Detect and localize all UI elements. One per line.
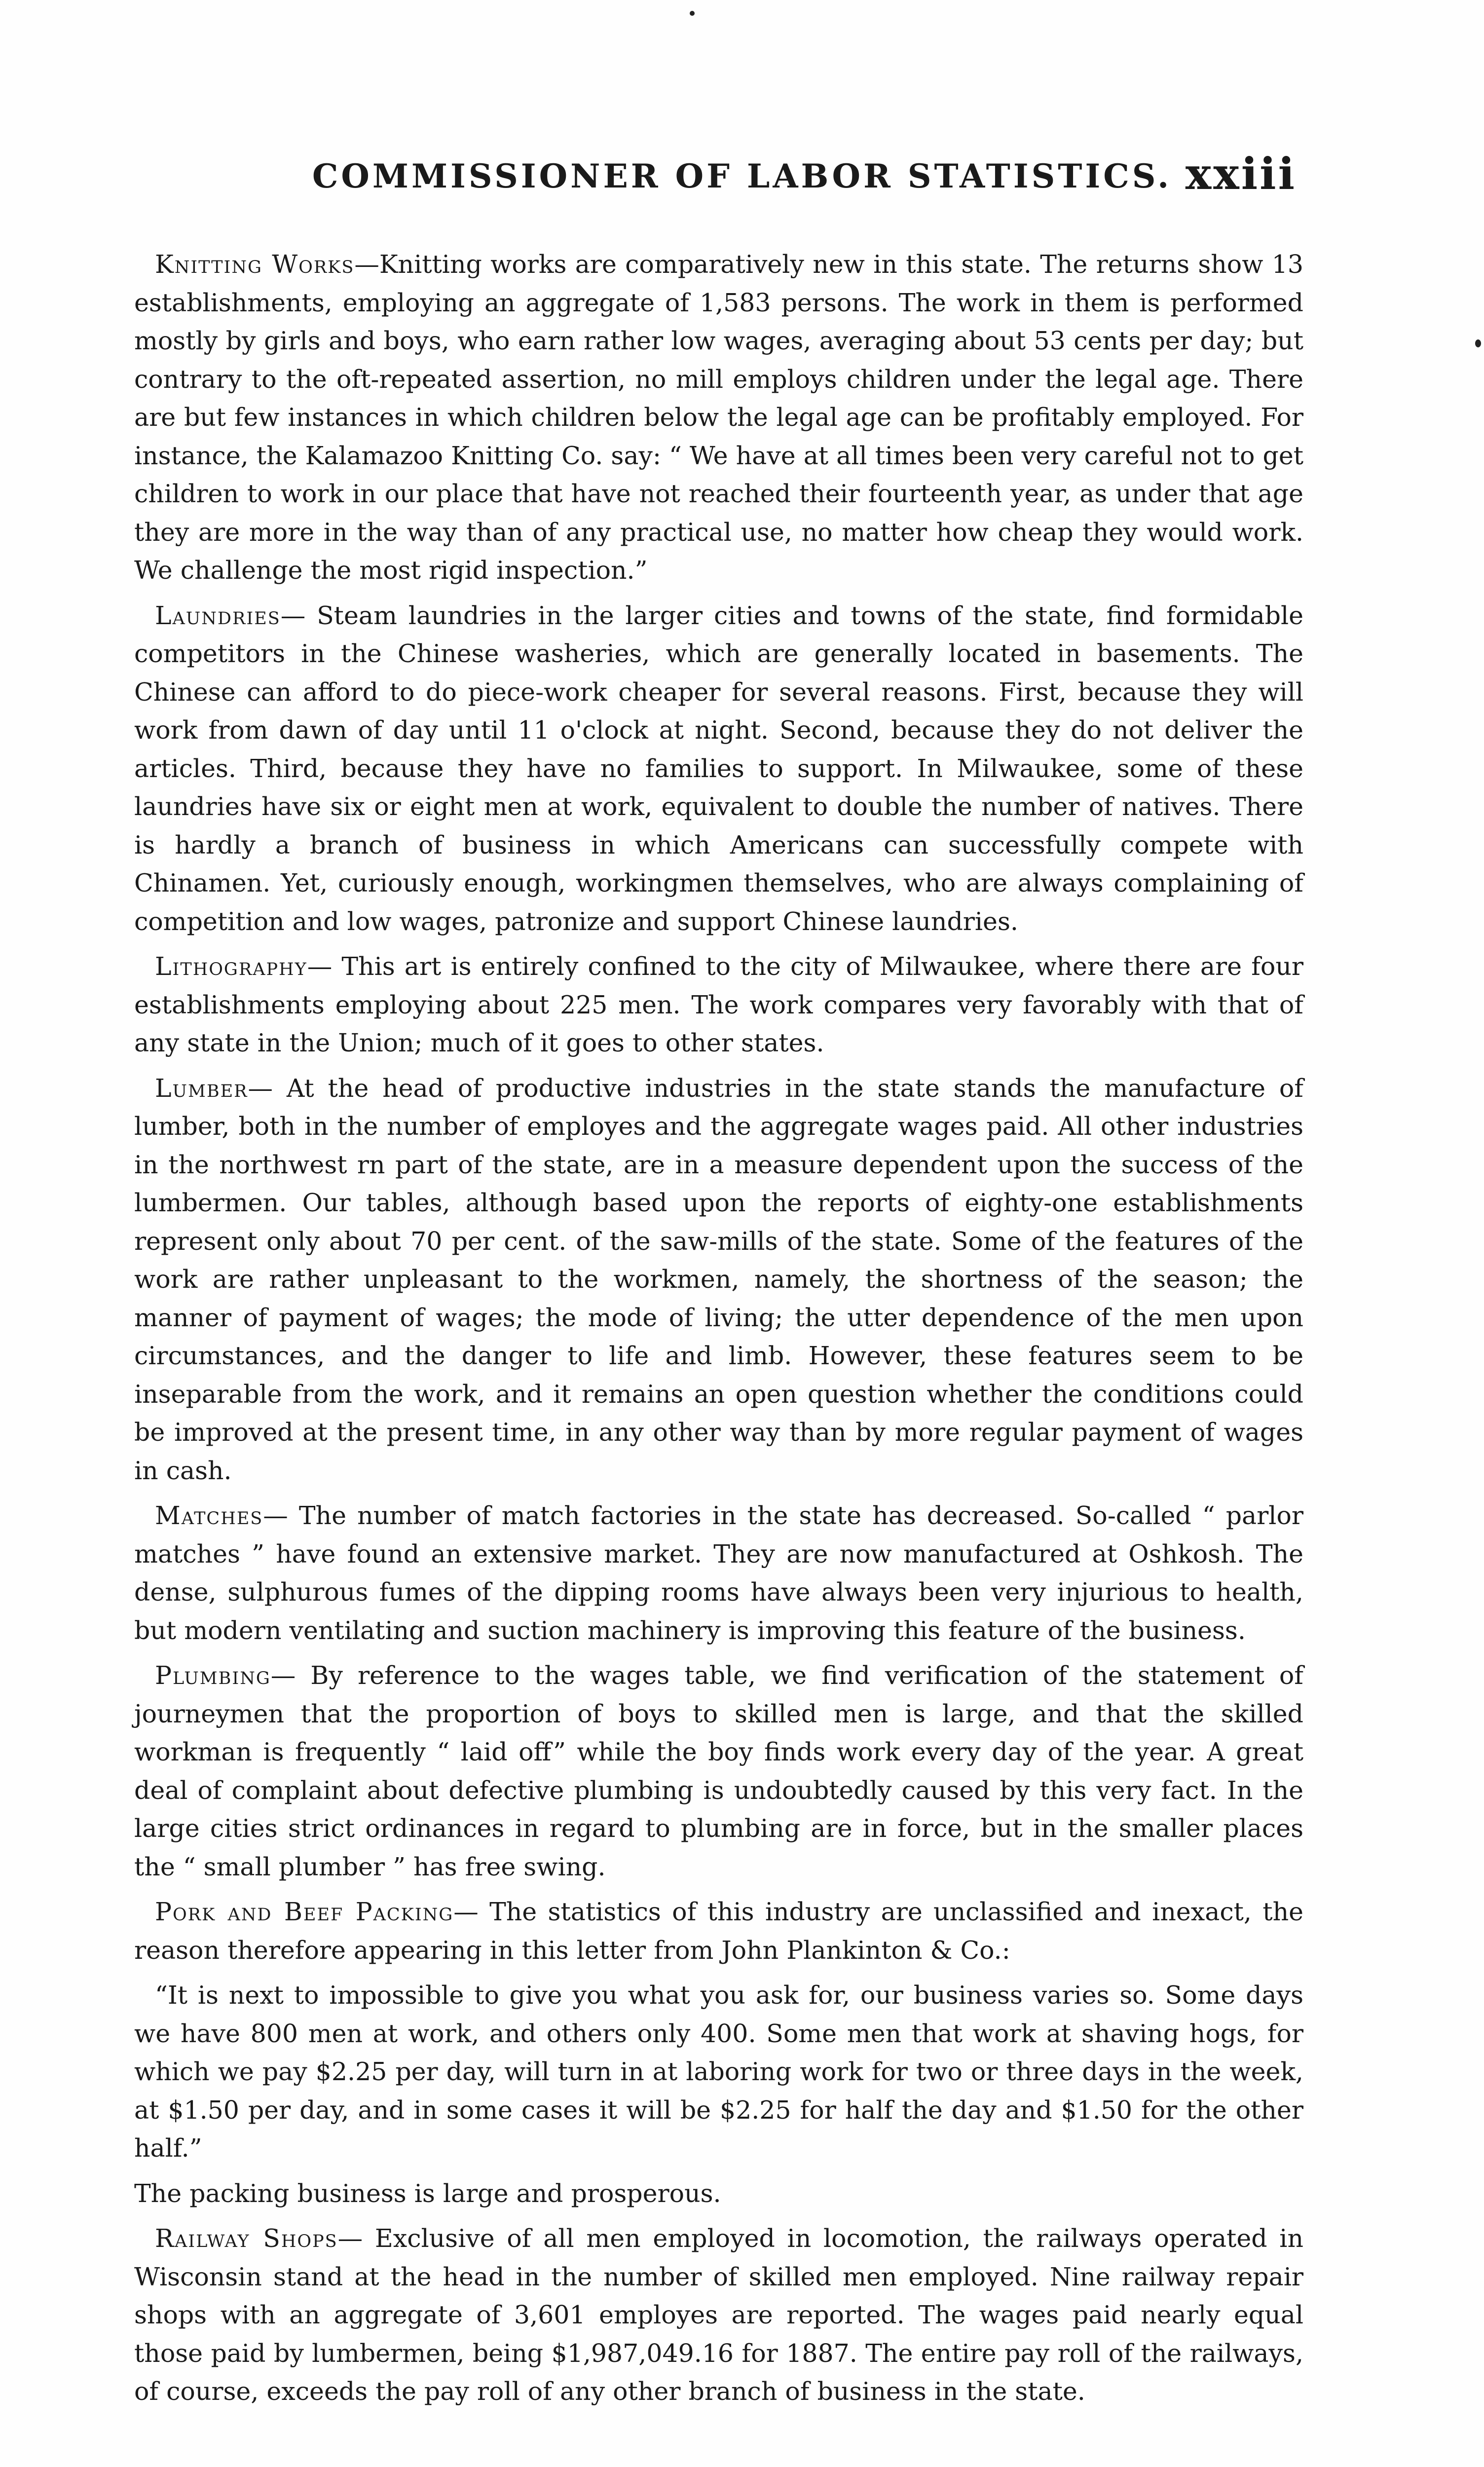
section-heading: Laundries bbox=[155, 600, 281, 630]
section-heading: Plumbing bbox=[155, 1661, 271, 1690]
paragraph-laundries bbox=[134, 597, 1303, 941]
section-text: — The number of match factories in the state has decreased. So-called “ parlor matches ” have found an extensive market. They are now manufactured at Oshkosh. The dense, sulphurous fumes of the dipping rooms have always been very injurious to health, but modern ventilating and suction machinery is improving this feature of the business. bbox=[134, 1501, 1303, 1645]
section-text: — The statistics of this industry are unclassified and inexact, the reason therefore appearing in this letter from John Plankinton & Co.: bbox=[134, 1897, 1303, 1965]
section-text: — Exclusive of all men employed in locomotion, the railways operated in Wisconsin stand at the head in the number of skilled men employed. Nine railway repair shops with an aggregate of 3,601 employes are reported. The wages paid nearly equal those paid by lumbermen, being $1,987,049.16 for 1887. The entire pay roll of the railways, of course, exceeds the pay roll of any other branch of business in the state. bbox=[134, 2224, 1303, 2406]
section-heading: Pork and Beef Packing bbox=[155, 1897, 454, 1926]
paragraph-pork-and-beef-packing bbox=[134, 1893, 1303, 1969]
paragraph-matches bbox=[134, 1496, 1303, 1649]
section-heading: Railway Shops bbox=[155, 2224, 338, 2253]
paragraph-lithography bbox=[134, 947, 1303, 1062]
ink-speck bbox=[690, 11, 695, 16]
section-heading: Matches bbox=[155, 1501, 263, 1530]
paragraph-knitting-works bbox=[134, 245, 1303, 590]
section-text: —Knitting works are comparatively new in this state. The returns show 13 establishments, employing an aggregate of 1,583 persons. The work in them is performed mostly by girls and boys, who earn rather low wages, averaging about 53 cents per day; but contrary to the oft-repeated assertion, no mill employs children under the legal age. There are but few instances in which children below the legal age can be profitably employed. For instance, the Kalamazoo Knitting Co. say: “ We have at all times been very careful not to get children to work in our place that have not reached their fourteenth year, as under that age they are more in the way than of any practical use, no matter how cheap they would work. We challenge the most rigid inspection.” bbox=[134, 250, 1303, 585]
quoted-letter: “It is next to impossible to give you what you ask for, our business varies so. Some days we have 800 men at work, and others only 400. Some men that work at shaving hogs, for which we pay $2.25 per day, will turn in at laboring work for two or three days in the week, at $1.50 per day, and in some cases it will be $2.25 for half the day and $1.50 for the other half.” bbox=[134, 1981, 1303, 2163]
page-header bbox=[0, 148, 1484, 216]
paragraph-lumber bbox=[134, 1069, 1303, 1490]
ink-speck bbox=[1475, 339, 1481, 347]
packing-note: The packing business is large and prosperous. bbox=[134, 2178, 721, 2208]
body-text bbox=[134, 245, 1303, 2411]
paragraph-plumbing bbox=[134, 1656, 1303, 1886]
section-text: — This art is entirely confined to the city of Milwaukee, where there are four establishments employing about 225 men. The work compares very favorably with that of any state in the Union; much of it goes to other states. bbox=[134, 952, 1303, 1057]
section-text: — At the head of productive industries in the state stands the manufacture of lumber, both in the number of employes and the aggregate wages paid. All other industries in the northwest rn part of the state, are in a measure dependent upon the success of the lumbermen. Our tables, although based upon the reports of eighty-one establishments represent only about 70 per cent. of the saw-mills of the state. Some of the features of the work are rather unpleasant to the workmen, namely, the shortness of the season; the manner of payment of wages; the mode of living; the utter dependence of the men upon circumstances, and the danger to life and limb. However, these features seem to be inseparable from the work, and it remains an open question whether the conditions could be improved at the present time, in any other way than by more regular payment of wages in cash. bbox=[134, 1073, 1303, 1485]
page-number: xxiii bbox=[1185, 148, 1297, 199]
section-text: — By reference to the wages table, we find verification of the statement of journeymen that the proportion of boys to skilled men is large, and that the skilled workman is frequently “ laid off” while the boy finds work every day of the year. A great deal of complaint about defective plumbing is undoubtedly caused by this very fact. In the large cities strict ordinances in regard to plumbing are in force, but in the smaller places the “ small plumber ” has free swing. bbox=[134, 1661, 1303, 1881]
paragraph-railway-shops bbox=[134, 2219, 1303, 2411]
section-heading: Lumber bbox=[155, 1073, 248, 1103]
section-text: — Steam laundries in the larger cities and towns of the state, find formidable competitors in the Chinese washeries, which are generally located in basements. The Chinese can afford to do piece-work cheaper for several reasons. First, because they will work from dawn of day until 11 o'clock at night. Second, because they do not deliver the articles. Third, because they have no families to support. In Milwaukee, some of these laundries have six or eight men at work, equivalent to double the number of natives. There is hardly a branch of business in which Americans can successfully compete with Chinamen. Yet, curiously enough, workingmen themselves, who are always complaining of competition and low wages, patronize and support Chinese laundries. bbox=[134, 600, 1303, 936]
running-head: COMMISSIONER OF LABOR STATISTICS. bbox=[312, 157, 1172, 195]
section-heading: Lithography bbox=[155, 952, 307, 981]
section-heading: Knitting Works bbox=[155, 250, 355, 279]
